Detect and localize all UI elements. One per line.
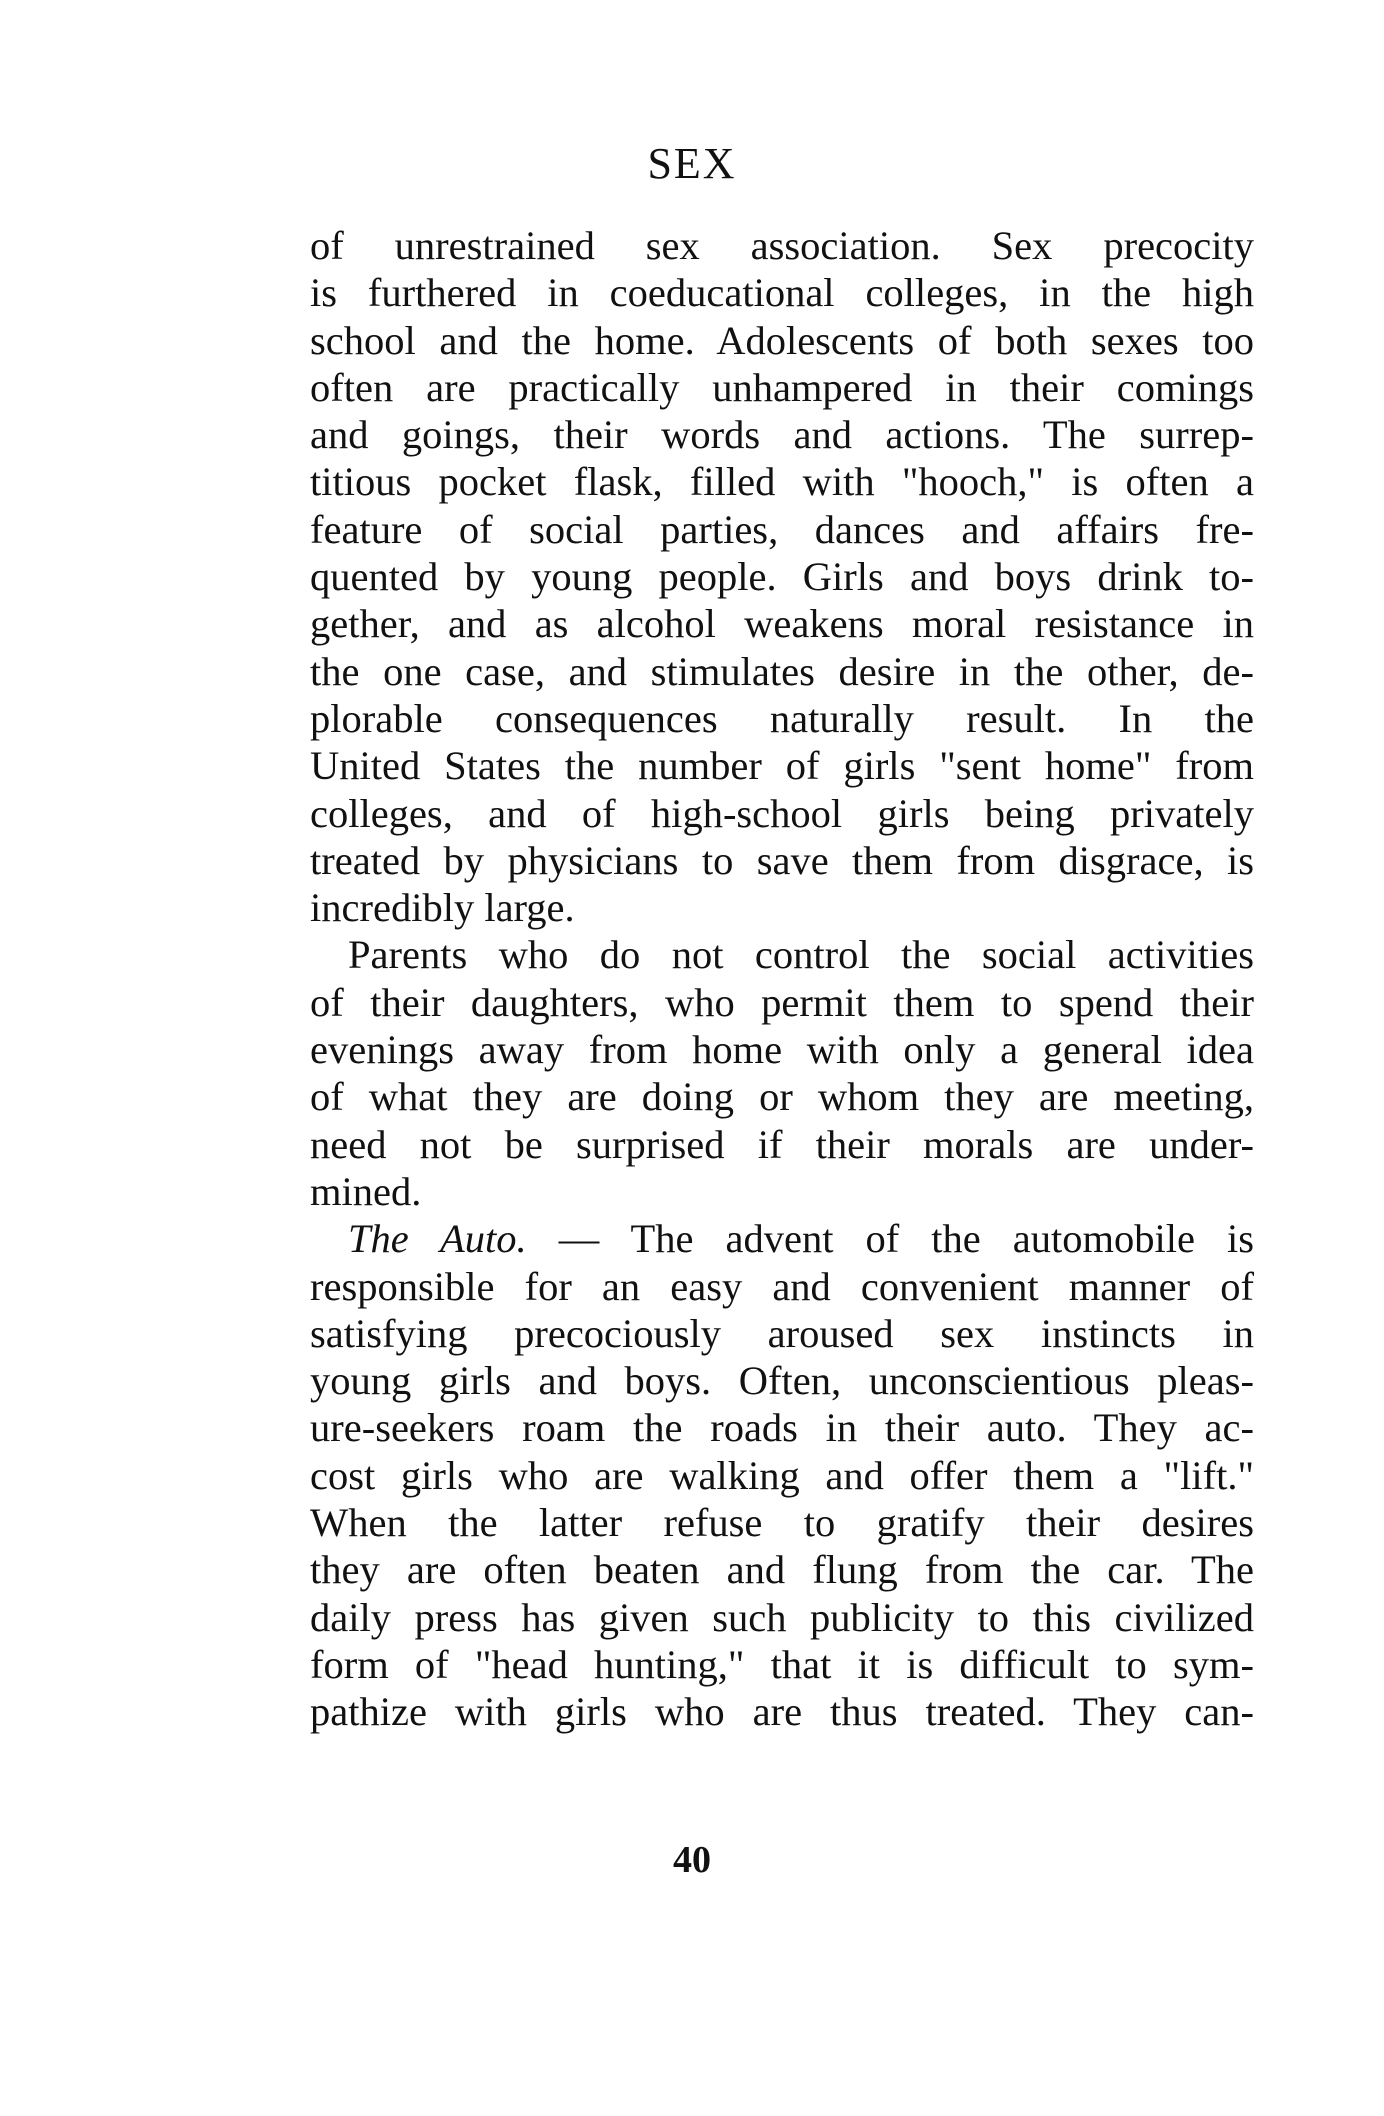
text-line: they are often beaten and flung from the car. The xyxy=(310,1547,1254,1593)
text-line: often are practically unhampered in their comings xyxy=(310,364,1254,410)
text-line: titious pocket flask, filled with "hooch," is often a xyxy=(310,459,1254,505)
text-line: incredibly large. xyxy=(310,885,575,931)
text-line: daily press has given such publicity to this civilized xyxy=(310,1594,1254,1640)
text-line: need not be surprised if their morals are under- xyxy=(310,1121,1254,1167)
section-heading: The Auto. xyxy=(348,1216,527,1262)
text-line: responsible for an easy and convenient manner of xyxy=(310,1263,1254,1309)
text-line: United States the number of girls "sent home" from xyxy=(310,743,1254,789)
running-head: SEX xyxy=(647,139,737,188)
text-line: Parents who do not control the social activities xyxy=(348,932,1254,978)
text-line: feature of social parties, dances and affairs fre- xyxy=(310,506,1254,552)
text-line: the one case, and stimulates desire in the other, de- xyxy=(310,648,1254,694)
text-line: evenings away from home with only a general idea xyxy=(310,1027,1254,1073)
text-line: of what they are doing or whom they are meeting, xyxy=(310,1074,1254,1120)
text-line: treated by physicians to save them from disgrace, is xyxy=(310,837,1254,883)
text-line: of unrestrained sex association. Sex precocity xyxy=(310,223,1254,268)
text-line: is furthered in coeducational colleges, in the high xyxy=(310,270,1254,316)
text-line xyxy=(310,1215,1254,1262)
paragraph-2 xyxy=(310,931,1254,1215)
text-line: young girls and boys. Often, unconscientious pleas- xyxy=(310,1358,1254,1404)
text-line: mined. xyxy=(310,1168,422,1214)
text-line: ure-seekers roam the roads in their auto. They ac- xyxy=(310,1405,1254,1451)
text-line: school and the home. Adolescents of both sexes too xyxy=(310,317,1254,363)
page-number: 40 xyxy=(673,1839,711,1881)
paragraph-3 xyxy=(310,1215,1254,1735)
text-line: satisfying precociously aroused sex instincts in xyxy=(310,1310,1254,1356)
text-line: form of "head hunting," that it is difficult to sym- xyxy=(310,1641,1254,1687)
text-line: When the latter refuse to gratify their desires xyxy=(310,1500,1254,1546)
text-line: gether, and as alcohol weakens moral resistance in xyxy=(310,601,1254,647)
text-line: pathize with girls who are thus treated. They can- xyxy=(310,1689,1254,1735)
text-fragment: — The advent of the automobile is xyxy=(526,1216,1254,1262)
text-line: and goings, their words and actions. The surrep- xyxy=(310,412,1254,458)
text-line: quented by young people. Girls and boys drink to- xyxy=(310,554,1254,600)
text-line: plorable consequences naturally result. In the xyxy=(310,695,1254,741)
body-text xyxy=(310,222,1254,1736)
text-line: colleges, and of high-school girls being privately xyxy=(310,790,1254,836)
paragraph-1 xyxy=(310,222,1254,931)
text-line: of their daughters, who permit them to spend their xyxy=(310,979,1254,1025)
text-line: cost girls who are walking and offer them a "lift." xyxy=(310,1452,1254,1498)
